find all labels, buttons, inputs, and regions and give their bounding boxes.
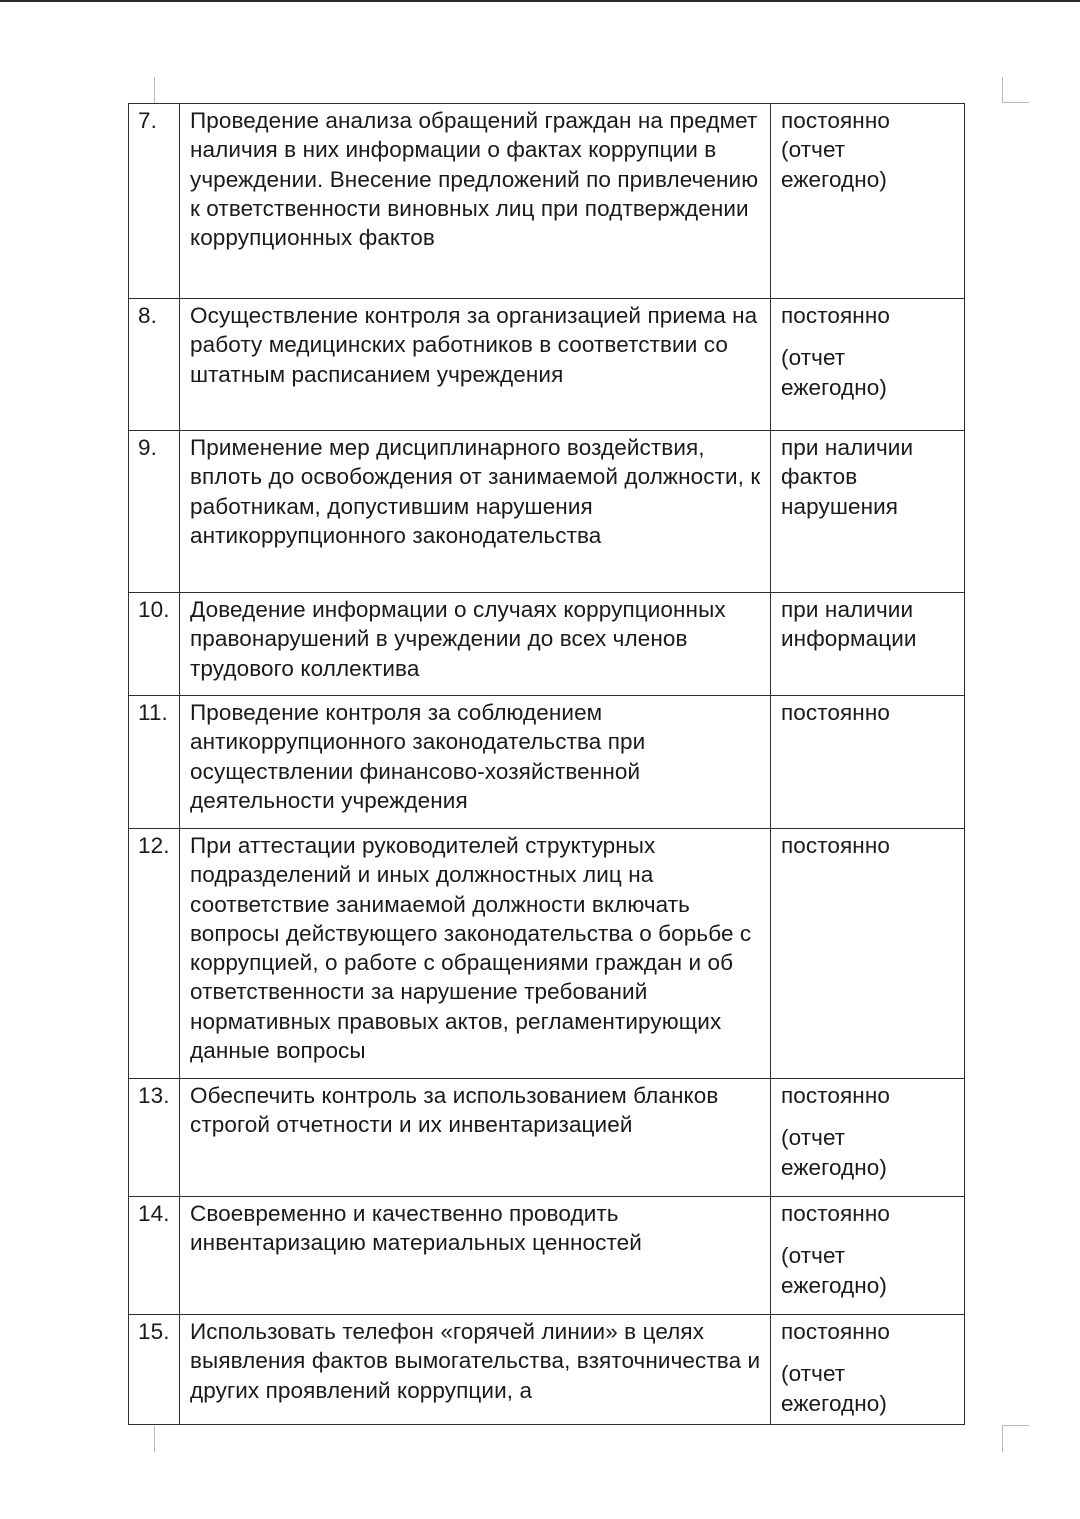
row-deadline-cell	[771, 829, 965, 1079]
table-row	[129, 431, 965, 593]
margin-mark-top-right	[1002, 77, 1003, 103]
row-action: Обеспечить контроль за использованием бланков строгой отчетности и их инвентаризацией	[180, 1079, 771, 1197]
row-number: 12.	[129, 829, 180, 1079]
row-action: Проведение контроля за соблюдением антикоррупционного законодательства при осуществлении финансово-хозяйственной деятельности учреждения	[180, 696, 771, 829]
table-row	[129, 696, 965, 829]
row-number: 11.	[129, 696, 180, 829]
row-deadline: постоянно	[781, 1319, 890, 1344]
row-deadline: постоянно (отчет ежегодно)	[781, 108, 890, 192]
row-number: 10.	[129, 593, 180, 696]
margin-mark-top-left	[154, 77, 155, 103]
measures-table	[128, 103, 965, 1425]
row-deadline-cell	[771, 1197, 965, 1315]
row-deadline-note: (отчет ежегодно)	[781, 1243, 888, 1298]
margin-mark-bottom-right-h	[1002, 1425, 1029, 1426]
margin-mark-top-right-h	[1002, 102, 1029, 103]
row-action: Проведение анализа обращений граждан на предмет наличия в них информации о фактах коррупции в учреждении. Внесение предложений по привлечению к ответственности виновных лиц при подтверждении коррупционных фактов	[180, 104, 771, 299]
row-action: Своевременно и качественно проводить инвентаризацию материальных ценностей	[180, 1197, 771, 1315]
row-deadline-cell	[771, 1315, 965, 1425]
margin-mark-bottom-right	[1002, 1426, 1003, 1452]
row-deadline-note: (отчет ежегодно)	[781, 1125, 888, 1180]
row-deadline: постоянно	[781, 1201, 890, 1226]
table-row	[129, 829, 965, 1079]
row-number: 14.	[129, 1197, 180, 1315]
table-row	[129, 1197, 965, 1315]
row-deadline-cell	[771, 593, 965, 696]
table-row	[129, 1079, 965, 1197]
margin-mark-bottom-left	[154, 1426, 155, 1452]
row-number: 15.	[129, 1315, 180, 1425]
row-deadline: постоянно	[781, 833, 890, 858]
row-number: 7.	[129, 104, 180, 299]
table-row	[129, 299, 965, 431]
row-deadline: постоянно	[781, 303, 890, 328]
table-row	[129, 593, 965, 696]
row-action: Осуществление контроля за организацией приема на работу медицинских работников в соответствии со штатным расписанием учреждения	[180, 299, 771, 431]
row-deadline: при наличии информации	[781, 597, 917, 652]
table-row	[129, 104, 965, 299]
row-deadline-cell	[771, 696, 965, 829]
row-action: Использовать телефон «горячей линии» в целях выявления фактов вымогательства, взяточничества и других проявлений коррупции, а	[180, 1315, 771, 1425]
row-number: 13.	[129, 1079, 180, 1197]
row-deadline-note: (отчет ежегодно)	[781, 1361, 888, 1416]
row-deadline: при наличии фактов нарушения	[781, 435, 914, 519]
row-deadline-cell	[771, 1079, 965, 1197]
row-number: 8.	[129, 299, 180, 431]
row-number: 9.	[129, 431, 180, 593]
window-top-border	[0, 0, 1080, 2]
row-action: При аттестации руководителей структурных подразделений и иных должностных лиц на соответствие занимаемой должности включать вопросы действующего законодательства о борьбе с коррупцией, о работе с обращениями граждан и об ответственности за нарушение требований нормативных правовых актов, регламентирующих данные вопросы	[180, 829, 771, 1079]
row-deadline: постоянно	[781, 700, 890, 725]
row-deadline-note: (отчет ежегодно)	[781, 345, 888, 400]
row-deadline-cell	[771, 431, 965, 593]
row-deadline: постоянно	[781, 1083, 890, 1108]
row-deadline-cell	[771, 299, 965, 431]
row-deadline-cell	[771, 104, 965, 299]
row-action: Применение мер дисциплинарного воздействия, вплоть до освобождения от занимаемой должности, к работникам, допустившим нарушения антикоррупционного законодательства	[180, 431, 771, 593]
table-row	[129, 1315, 965, 1425]
row-action: Доведение информации о случаях коррупционных правонарушений в учреждении до всех членов трудового коллектива	[180, 593, 771, 696]
